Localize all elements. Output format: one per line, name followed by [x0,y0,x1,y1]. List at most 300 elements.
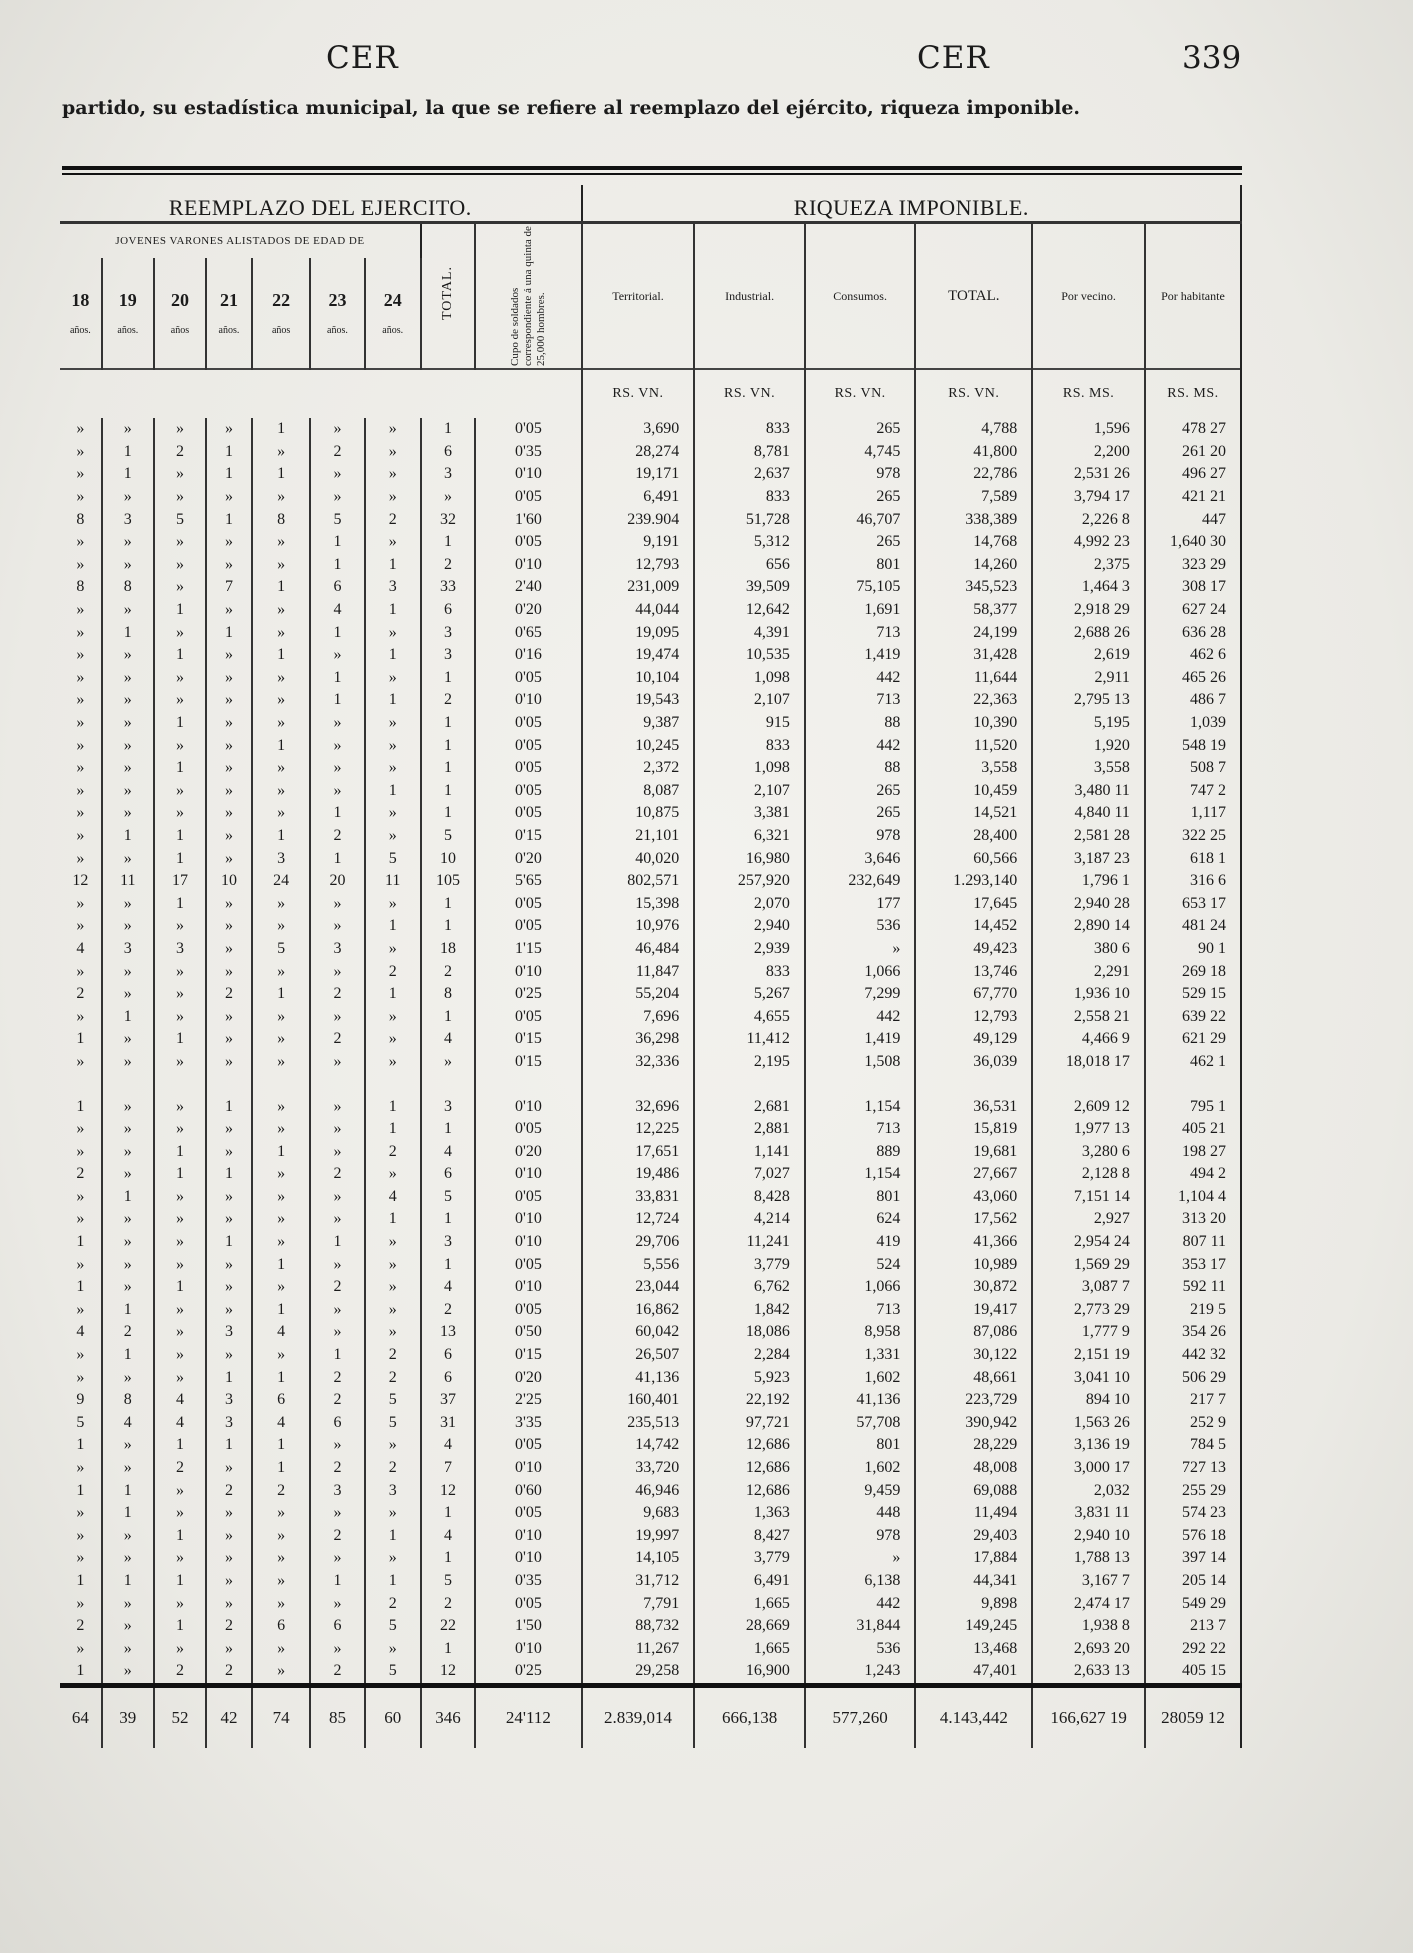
table-cell: 7,696 [582,1005,695,1028]
table-cell: 14,260 [915,554,1032,577]
table-cell: 5 [421,1186,475,1209]
table-cell: 44,044 [582,599,695,622]
table-cell: » [252,1344,310,1367]
age-number: 21 [219,290,238,310]
table-cell: 5'65 [475,870,582,893]
table-cell: 0'05 [475,757,582,780]
table-cell: 323 29 [1145,554,1241,577]
table-cell: 2,940 [694,915,805,938]
table-cell: 4 [60,938,102,961]
table-cell: 235,513 [582,1412,695,1435]
table-cell: 1 [310,1570,364,1593]
age-label: años. [327,325,348,336]
table-cell: 0'05 [475,802,582,825]
table-cell: 33,720 [582,1457,695,1480]
table-cell: 160,401 [582,1389,695,1412]
table-cell: 1 [206,1434,252,1457]
table-cell: 4,391 [694,621,805,644]
table-cell: 915 [694,712,805,735]
table-cell: 1 [310,554,364,577]
table-cell: 41,136 [805,1389,916,1412]
table-cell: » [102,1253,154,1276]
table-cell: 292 22 [1145,1637,1241,1660]
table-cell: » [252,689,310,712]
table-cell: » [102,554,154,577]
table-cell: » [252,802,310,825]
table-cell: 1 [252,1457,310,1480]
table-cell: 17,645 [915,892,1032,915]
table-cell: » [252,892,310,915]
table-cell: 24 [252,870,310,893]
table-cell: » [206,1051,252,1074]
table-cell: 265 [805,802,916,825]
table-cell: 2'40 [475,576,582,599]
table-cell: » [365,757,421,780]
table-cell: » [154,463,206,486]
table-cell: 19,997 [582,1525,695,1548]
table-cell: 1 [102,1570,154,1593]
table-cell: » [252,1660,310,1685]
table-cell: 3,041 10 [1032,1366,1145,1389]
table-cell: 31,844 [805,1615,916,1638]
table-cell: » [102,1457,154,1480]
running-head-right: CER [917,40,990,76]
table-cell: 1 [102,1344,154,1367]
table-cell: 1 [252,463,310,486]
table-cell: 22 [421,1615,475,1638]
table-cell: 7 [421,1457,475,1480]
table-cell: 7,027 [694,1163,805,1186]
table-cell: » [102,847,154,870]
table-cell: 8,781 [694,441,805,464]
table-cell: » [310,757,364,780]
table-cell: 0'05 [475,667,582,690]
table-row [60,1570,1241,1593]
table-row [60,576,1241,599]
table-cell: 3,831 11 [1032,1502,1145,1525]
table-cell: 4,214 [694,1208,805,1231]
table-cell: 1 [365,1570,421,1593]
table-cell: » [310,1095,364,1118]
table-cell: 405 15 [1145,1660,1241,1685]
table-cell: 0'10 [475,1208,582,1231]
table-cell: 19,681 [915,1140,1032,1163]
table-cell: 2,940 28 [1032,892,1145,915]
table-cell: 1,788 13 [1032,1547,1145,1570]
table-cell: 205 14 [1145,1570,1241,1593]
table-cell: 0'10 [475,1276,582,1299]
table-cell: 978 [805,825,916,848]
table-cell: 3,280 6 [1032,1140,1145,1163]
total-cell: 666,138 [694,1685,805,1748]
table-row [60,1615,1241,1638]
table-cell: 2 [421,960,475,983]
table-cell: 13,468 [915,1637,1032,1660]
table-cell: 2 [310,1276,364,1299]
table-cell: » [252,757,310,780]
table-cell: 69,088 [915,1479,1032,1502]
table-cell: 1,363 [694,1502,805,1525]
table-cell: 1 [252,825,310,848]
table-cell: 4,992 23 [1032,531,1145,554]
table-cell: 442 [805,1592,916,1615]
table-cell: » [60,960,102,983]
table-cell: 4 [421,1028,475,1051]
table-row [60,1005,1241,1028]
running-head-left: CER [326,40,399,76]
table-cell: » [805,1547,916,1570]
table-cell: 3 [102,508,154,531]
table-cell: » [310,1253,364,1276]
table-cell: » [365,938,421,961]
table-cell: 1 [60,1660,102,1685]
table-cell: 11,847 [582,960,695,983]
table-cell: 1 [154,1276,206,1299]
table-cell: 1 [421,757,475,780]
table-cell: 524 [805,1253,916,1276]
table-cell: 4 [252,1321,310,1344]
total-cell: 4.143,442 [915,1685,1032,1748]
table-cell: 19,543 [582,689,695,712]
table-cell: » [102,983,154,1006]
table-cell: » [365,531,421,554]
table-cell: 1,640 30 [1145,531,1241,554]
table-cell: » [365,1051,421,1074]
table-cell: » [252,1502,310,1525]
table-cell: 1 [252,1434,310,1457]
table-cell: 1,243 [805,1660,916,1685]
table-cell: 3 [252,847,310,870]
table-cell: » [154,1344,206,1367]
table-cell: » [102,1118,154,1141]
table-cell: 11 [102,870,154,893]
table-cell: 2,531 26 [1032,463,1145,486]
table-cell: 1,796 1 [1032,870,1145,893]
table-cell: » [102,1366,154,1389]
header-age-18 [60,258,102,369]
table-cell: 261 20 [1145,441,1241,464]
table-cell: » [102,802,154,825]
table-cell: 7,791 [582,1592,695,1615]
table-cell: 17,884 [915,1547,1032,1570]
table-cell: 24,199 [915,621,1032,644]
table-cell: » [102,915,154,938]
table-cell: 198 27 [1145,1140,1241,1163]
table-cell: 2 [365,960,421,983]
table-cell: 8,087 [582,780,695,803]
table-cell: 1,331 [805,1344,916,1367]
table-cell: 19,486 [582,1163,695,1186]
table-cell: » [365,734,421,757]
table-cell: 8 [102,1389,154,1412]
table-cell: 2 [310,441,364,464]
table-cell: 29,706 [582,1231,695,1254]
total-cell: 346 [421,1685,475,1748]
table-row [60,463,1241,486]
table-cell: 1,039 [1145,712,1241,735]
table-cell: 2 [365,1344,421,1367]
table-cell: 12,686 [694,1457,805,1480]
table-cell: 2,032 [1032,1479,1145,1502]
total-cell: 24'112 [475,1685,582,1748]
table-cell: 465 26 [1145,667,1241,690]
table-cell: » [252,1028,310,1051]
table-cell: 1 [252,1366,310,1389]
table-cell: 3 [310,1479,364,1502]
table-cell: 2 [421,1592,475,1615]
table-cell: » [206,554,252,577]
table-cell: 2 [365,1366,421,1389]
table-cell: 3 [310,938,364,961]
table-cell: 149,245 [915,1615,1032,1638]
table-cell: » [252,712,310,735]
table-cell: 448 [805,1502,916,1525]
table-cell: » [102,734,154,757]
table-cell: 23,044 [582,1276,695,1299]
table-cell: 1 [310,847,364,870]
table-cell: 2,291 [1032,960,1145,983]
header-territorial [582,223,695,370]
table-cell: » [310,1140,364,1163]
table-cell: 1 [421,892,475,915]
table-cell: » [60,1005,102,1028]
table-cell: 2 [206,1660,252,1685]
table-cell: 2 [310,1660,364,1685]
table-cell: 19,474 [582,644,695,667]
table-cell: » [206,486,252,509]
table-cell: » [102,1140,154,1163]
table-cell: » [60,780,102,803]
table-cell: » [365,1028,421,1051]
table-row [60,689,1241,712]
table-cell: 36,298 [582,1028,695,1051]
table-cell: 41,366 [915,1231,1032,1254]
table-cell: » [252,531,310,554]
total-cell: 74 [252,1685,310,1748]
table-cell: » [365,1231,421,1254]
header-consumos [805,223,916,370]
table-cell: » [60,847,102,870]
table-cell: » [805,938,916,961]
table-cell: » [252,1570,310,1593]
table-cell: 1 [60,1434,102,1457]
table-cell: 1 [154,1434,206,1457]
table-cell: » [102,1525,154,1548]
table-cell: 8 [421,983,475,1006]
header-cupo-label: Cupo de soldados correspondiente á una quinta de 25,000 hombres. [508,225,547,366]
table-cell: 11,644 [915,667,1032,690]
table-cell: 1 [206,1095,252,1118]
table-cell: » [102,531,154,554]
table-cell: 3'35 [475,1412,582,1435]
table-cell: 1 [154,825,206,848]
table-cell: 2 [365,1592,421,1615]
table-cell: » [60,689,102,712]
table-cell: » [310,1321,364,1344]
table-cell: 87,086 [915,1321,1032,1344]
table-cell: 1 [60,1479,102,1502]
top-rule-thin [62,173,1242,175]
table-cell: 1 [60,1231,102,1254]
table-cell: 2 [102,1321,154,1344]
table-cell: » [365,418,421,441]
table-cell: 12 [421,1660,475,1685]
table-cell: » [206,1547,252,1570]
table-cell: 1,419 [805,1028,916,1051]
table-row [60,667,1241,690]
table-row [60,1140,1241,1163]
table-cell: 1 [102,441,154,464]
table-cell: » [206,1457,252,1480]
table-cell: » [206,1005,252,1028]
table-cell: 2 [154,1660,206,1685]
table-cell: » [154,1231,206,1254]
table-cell: 462 6 [1145,644,1241,667]
table-cell: 255 29 [1145,1479,1241,1502]
table-row [60,1321,1241,1344]
table-cell: 1 [421,734,475,757]
table-cell: » [154,554,206,577]
table-cell: 2,681 [694,1095,805,1118]
header-age-19 [102,258,154,369]
table-cell: 2'25 [475,1389,582,1412]
table-cell: 2 [154,1457,206,1480]
unit-label: RS. MS. [1145,369,1241,418]
table-cell: 2,070 [694,892,805,915]
table-cell: 3 [365,576,421,599]
table-cell: » [102,1547,154,1570]
table-cell: » [60,1208,102,1231]
table-cell: 576 18 [1145,1525,1241,1548]
table-cell: 1'50 [475,1615,582,1638]
table-cell: 231,009 [582,576,695,599]
table-cell: » [252,1208,310,1231]
table-row [60,1253,1241,1276]
table-cell: 1 [206,1231,252,1254]
table-cell: 49,423 [915,938,1032,961]
table-cell: 2 [310,1525,364,1548]
table-cell: » [154,1005,206,1028]
table-cell: » [365,1163,421,1186]
table-cell: » [252,915,310,938]
table-cell: 219 5 [1145,1299,1241,1322]
table-cell: 5 [365,1660,421,1685]
table-cell: 0'10 [475,1095,582,1118]
table-row [60,1118,1241,1141]
table-cell: 6 [252,1615,310,1638]
table-cell: » [102,1163,154,1186]
table-cell: » [310,1299,364,1322]
table-row [60,1095,1241,1118]
table-cell: 2 [310,1028,364,1051]
table-cell: » [154,418,206,441]
table-cell: 1 [365,1525,421,1548]
table-cell: 1 [154,892,206,915]
unit-label: RS. MS. [1032,369,1145,418]
table-cell: 5 [365,1615,421,1638]
table-cell: » [206,418,252,441]
table-cell: 0'10 [475,1163,582,1186]
table-cell: » [154,1366,206,1389]
table-cell: 3 [206,1389,252,1412]
table-cell: » [252,1095,310,1118]
table-cell: 13,746 [915,960,1032,983]
table-cell: 1 [421,1005,475,1028]
table-cell: 3 [421,644,475,667]
table-cell: 12,686 [694,1479,805,1502]
table-cell: » [206,667,252,690]
table-cell: 265 [805,486,916,509]
table-cell: » [310,712,364,735]
table-cell: 1 [365,983,421,1006]
table-cell: » [206,689,252,712]
table-cell: 1 [252,1140,310,1163]
table-cell: 3,558 [1032,757,1145,780]
table-cell: 11,241 [694,1231,805,1254]
table-cell: 11,267 [582,1637,695,1660]
table-cell: » [102,486,154,509]
table-cell: » [102,689,154,712]
top-rule [62,166,1242,170]
table-cell: 88 [805,757,916,780]
table-cell: 12,724 [582,1208,695,1231]
table-cell: 354 26 [1145,1321,1241,1344]
table-cell: 636 28 [1145,621,1241,644]
table-cell: » [310,734,364,757]
table-cell: 1 [421,1253,475,1276]
table-cell: 36,039 [915,1051,1032,1074]
table-cell: » [102,1434,154,1457]
table-cell: 4 [102,1412,154,1435]
table-row [60,983,1241,1006]
table-cell: 462 1 [1145,1051,1241,1074]
table-cell: 3 [206,1412,252,1435]
table-cell: 1 [365,1208,421,1231]
table-cell: 1 [421,802,475,825]
table-cell: 1 [252,734,310,757]
table-cell: 1 [365,689,421,712]
table-cell: 6,762 [694,1276,805,1299]
table-cell: 14,521 [915,802,1032,825]
header-total-riqueza [915,223,1032,370]
table-cell: 1 [421,1637,475,1660]
table-cell: 3,646 [805,847,916,870]
table-cell [915,1073,1032,1095]
table-cell: 5 [421,825,475,848]
table-cell: 88 [805,712,916,735]
table-cell: 313 20 [1145,1208,1241,1231]
header-territorial-label: Territorial. [612,289,664,303]
table-cell: 1,141 [694,1140,805,1163]
table-cell: 9 [60,1389,102,1412]
table-cell: 481 24 [1145,915,1241,938]
table-row [60,1389,1241,1412]
table-cell: 75,105 [805,576,916,599]
age-number: 19 [118,290,137,310]
table-cell: » [102,1028,154,1051]
table-cell: 1 [60,1570,102,1593]
table-cell: » [252,621,310,644]
table-cell: » [154,1051,206,1074]
table-cell: 2,633 13 [1032,1660,1145,1685]
table-cell: 447 [1145,508,1241,531]
table-cell: 536 [805,1637,916,1660]
table-cell: » [154,1321,206,1344]
table-cell: » [206,1525,252,1548]
table-cell: » [252,780,310,803]
table-cell: 2,927 [1032,1208,1145,1231]
table-cell: 1 [421,1547,475,1570]
